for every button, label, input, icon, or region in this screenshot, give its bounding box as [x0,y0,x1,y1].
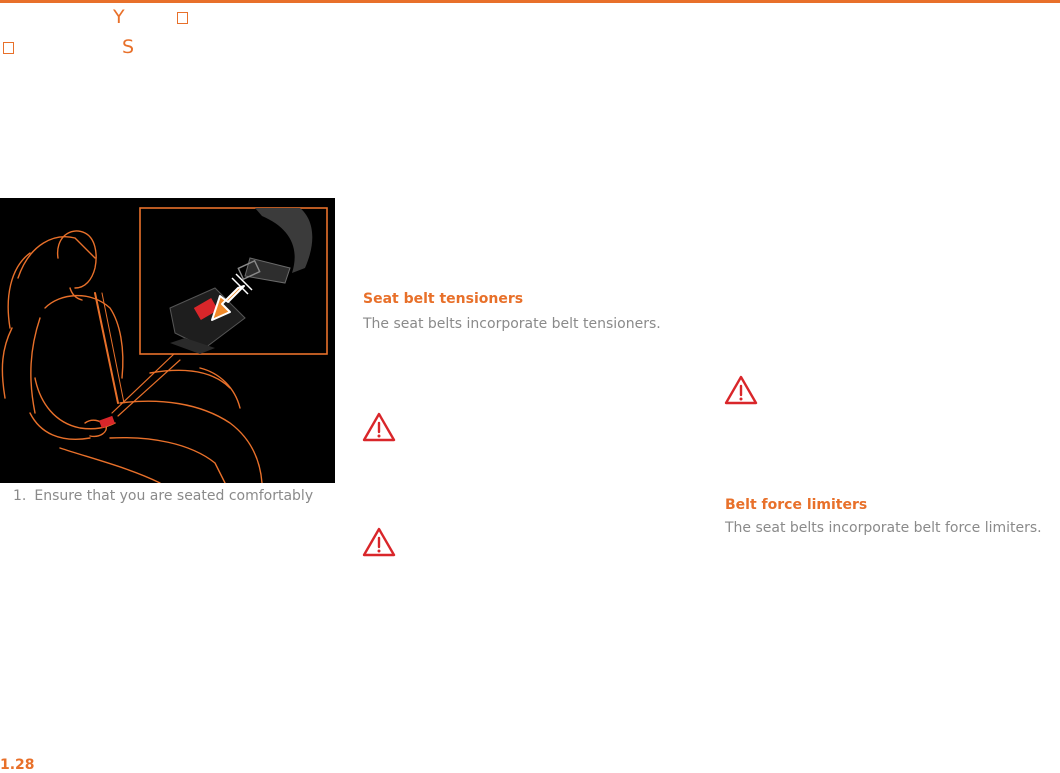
section-text-limiters: The seat belts incorporate belt force limiters. [725,520,1042,536]
header-rule [0,0,1060,3]
header-glyph-s: S [122,36,135,58]
section-title-limiters: Belt force limiters [725,497,868,513]
caption-text: Ensure that you are seated comfortably [34,488,314,504]
warning-triangle-icon [362,527,396,557]
section-text-tensioners: The seat belts incorporate belt tensioners. [363,316,661,332]
warning-triangle-icon [362,412,396,442]
warning-triangle-icon [724,375,758,405]
header-glyph-y: Y [113,6,125,28]
page-number: 1.28 [0,757,35,773]
seated-passenger-illustration [0,198,335,483]
figure-caption [13,488,313,504]
section-title-tensioners: Seat belt tensioners [363,291,524,307]
header-box-glyph [177,12,188,24]
header-box-glyph [3,42,14,54]
caption-number: 1. [13,488,27,504]
seat-belt-illustration [0,198,335,483]
